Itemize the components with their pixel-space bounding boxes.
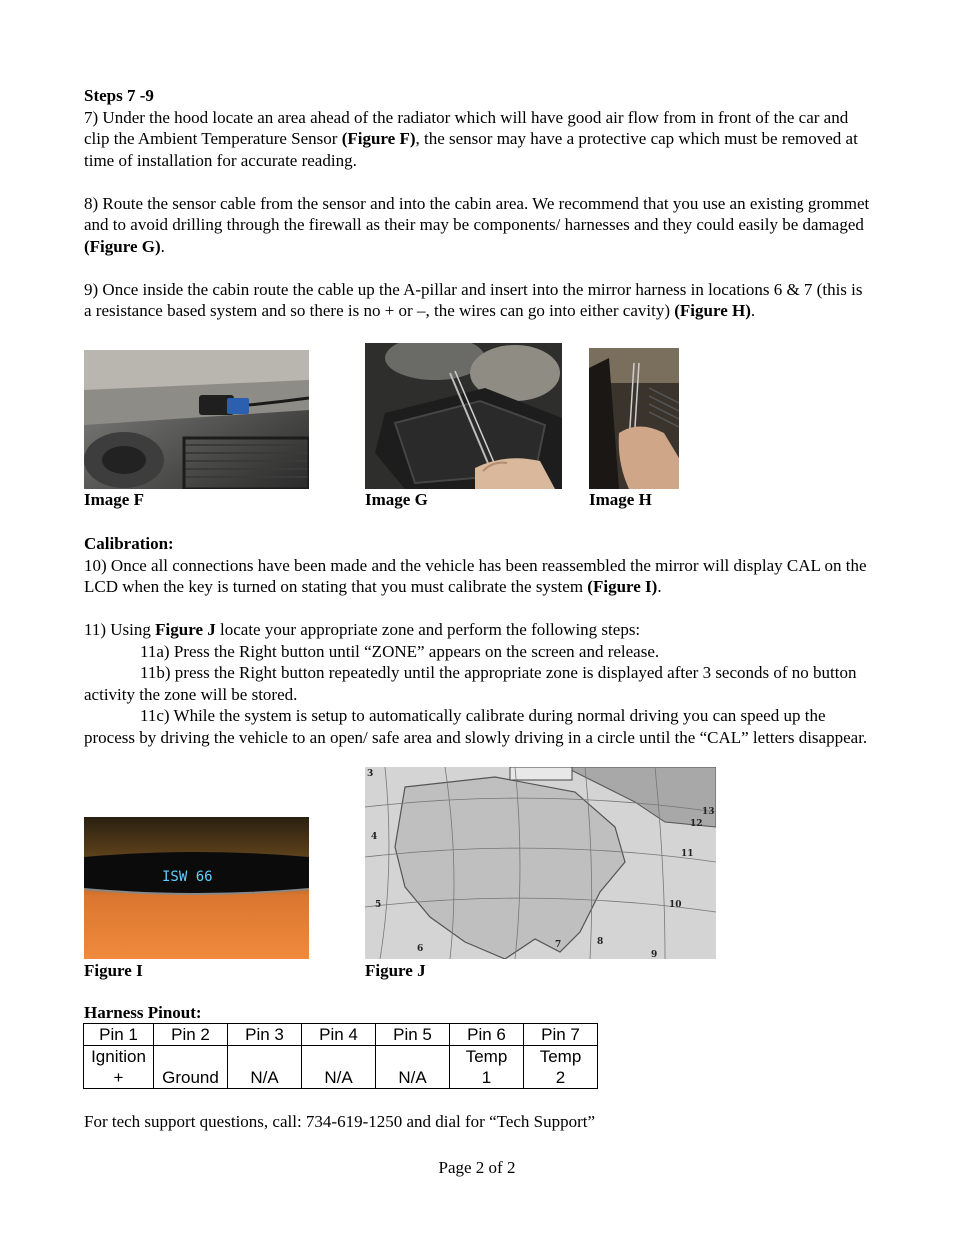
svg-text:3: 3 bbox=[367, 769, 374, 779]
svg-text:12: 12 bbox=[690, 819, 703, 829]
pin-header: Pin 3 bbox=[228, 1024, 302, 1046]
pin-header: Pin 1 bbox=[84, 1024, 154, 1046]
pin-header: Pin 2 bbox=[154, 1024, 228, 1046]
pin-value: Ignition + bbox=[84, 1046, 154, 1089]
pinout-table bbox=[83, 1023, 598, 1089]
pin-value: Ground bbox=[154, 1046, 228, 1089]
pin-value: Temp 2 bbox=[524, 1046, 598, 1089]
step-8: 8) Route the sensor cable from the sensor and into the cabin area. We recommend that you use an existing grommet and to avoid drilling through the firewall as their may be components/ harnesses and they could easily be damaged (Figure G). bbox=[84, 193, 870, 256]
figure-i-caption: Figure I bbox=[84, 961, 143, 980]
svg-text:8: 8 bbox=[597, 937, 604, 947]
pin-value: N/A bbox=[302, 1046, 376, 1089]
pin-value: N/A bbox=[228, 1046, 302, 1089]
image-f-photo bbox=[84, 350, 309, 489]
pinout-header-row bbox=[84, 1024, 598, 1046]
step-9: 9) Once inside the cabin route the cable up the A-pillar and insert into the mirror harness in locations 6 & 7 (this is a resistance based system and so there is no + or –, the wires can go into either cavity) (Figure H). bbox=[84, 279, 863, 320]
pin-header: Pin 5 bbox=[376, 1024, 450, 1046]
steps-heading: Steps 7 -9 bbox=[84, 86, 154, 105]
pin-header: Pin 6 bbox=[450, 1024, 524, 1046]
mirror-display-text: ISW 66 bbox=[162, 869, 213, 885]
image-f-caption: Image F bbox=[84, 490, 144, 509]
svg-text:10: 10 bbox=[669, 900, 682, 910]
figure-j-caption: Figure J bbox=[365, 961, 426, 980]
svg-text:11: 11 bbox=[681, 849, 694, 859]
svg-text:13: 13 bbox=[702, 807, 715, 817]
step-10: 10) Once all connections have been made and the vehicle has been reassembled the mirror will display CAL on the LCD when the key is turned on stating that you must calibrate the system (Figure I). bbox=[84, 555, 867, 596]
step-11: 11) Using Figure J locate your appropriate zone and perform the following steps: bbox=[84, 620, 641, 639]
step-11a: 11a) Press the Right button until “ZONE” appears on the screen and release. bbox=[140, 641, 660, 661]
figure-j-map bbox=[365, 767, 716, 959]
harness-heading: Harness Pinout: bbox=[84, 1003, 202, 1022]
pin-header: Pin 4 bbox=[302, 1024, 376, 1046]
steps-section bbox=[84, 85, 874, 322]
pin-header: Pin 7 bbox=[524, 1024, 598, 1046]
svg-text:7: 7 bbox=[555, 940, 562, 950]
image-h-caption: Image H bbox=[589, 490, 652, 509]
svg-text:9: 9 bbox=[651, 950, 658, 959]
calibration-section bbox=[84, 533, 874, 748]
svg-text:5: 5 bbox=[375, 900, 382, 910]
svg-text:4: 4 bbox=[371, 832, 378, 842]
page-number: Page 2 of 2 bbox=[438, 1158, 516, 1177]
step-11c: 11c) While the system is setup to automatically calibrate during normal driving you can speed up the process by driving the vehicle to an open/ safe area and slowly driving in a circle until the “CAL” letters disappear. bbox=[84, 706, 868, 747]
step-7: 7) Under the hood locate an area ahead of the radiator which will have good air flow from in front of the car and clip the Ambient Temperature Sensor (Figure F), the sensor may have a protective cap which must be removed at time of installation for accurate reading. bbox=[84, 107, 858, 170]
svg-text:6: 6 bbox=[417, 944, 424, 954]
calibration-heading: Calibration: bbox=[84, 534, 174, 553]
pin-value: Temp 1 bbox=[450, 1046, 524, 1089]
step-11b: 11b) press the Right button repeatedly until the appropriate zone is displayed after 3 seconds of no button activity the zone will be stored. bbox=[84, 663, 857, 704]
pin-value: N/A bbox=[376, 1046, 450, 1089]
image-g-caption: Image G bbox=[365, 490, 428, 509]
pinout-value-row bbox=[84, 1046, 598, 1089]
image-g-photo bbox=[365, 343, 562, 489]
figure-i-photo bbox=[84, 817, 309, 959]
image-h-photo bbox=[589, 348, 679, 489]
tech-support-text: For tech support questions, call: 734-619-1250 and dial for “Tech Support” bbox=[84, 1112, 596, 1131]
